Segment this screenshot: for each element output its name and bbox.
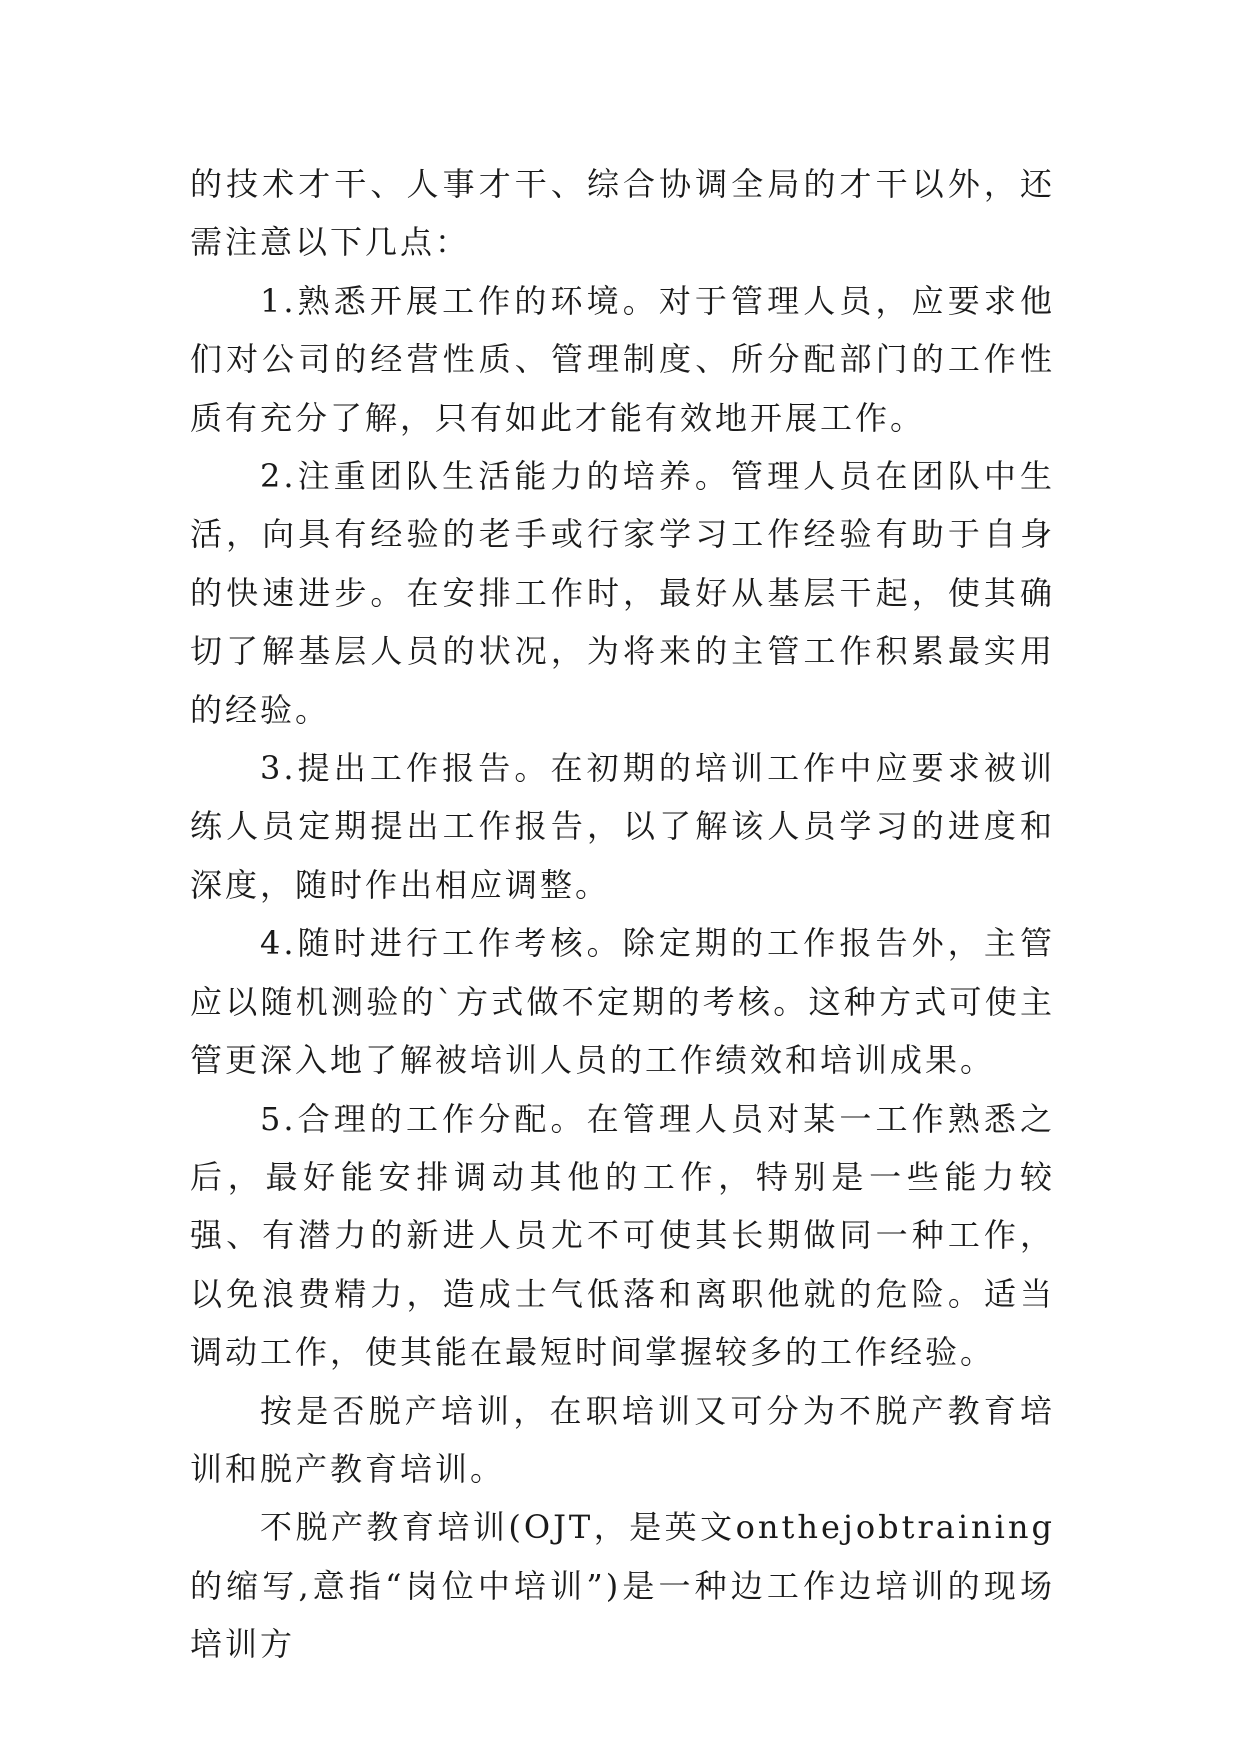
paragraph-intro-continuation: 的技术才干、人事才干、综合协调全局的才干以外，还需注意以下几点： — [190, 165, 1055, 262]
document-body — [190, 155, 1055, 1674]
paragraph-point-5: 5.合理的工作分配。在管理人员对某一工作熟悉之后，最好能安排调动其他的工作，特别是一些能力较强、有潜力的新进人员尤不可使其长期做同一种工作，以免浪费精力，造成士气低落和离职他就的危险。适当调动工作，使其能在最短时间掌握较多的工作经验。 — [190, 1099, 1055, 1372]
paragraph-point-1: 1.熟悉开展工作的环境。对于管理人员，应要求他们对公司的经营性质、管理制度、所分配部门的工作性质有充分了解，只有如此才能有效地开展工作。 — [190, 281, 1055, 437]
paragraph-point-2: 2.注重团队生活能力的培养。管理人员在团队中生活，向具有经验的老手或行家学习工作经验有助于自身的快速进步。在安排工作时，最好从基层干起，使其确切了解基层人员的状况，为将来的主管工作积累最实用的经验。 — [190, 457, 1055, 729]
paragraph-training-types: 按是否脱产培训，在职培训又可分为不脱产教育培训和脱产教育培训。 — [190, 1391, 1055, 1488]
paragraph-point-3: 3.提出工作报告。在初期的培训工作中应要求被训练人员定期提出工作报告，以了解该人员学习的进度和深度，随时作出相应调整。 — [190, 749, 1055, 904]
paragraph-point-4: 4.随时进行工作考核。除定期的工作报告外，主管应以随机测验的`方式做不定期的考核。这种方式可使主管更深入地了解被培训人员的工作绩效和培训成果。 — [190, 924, 1055, 1080]
paragraph-ojt-definition: 不脱产教育培训(OJT，是英文onthejobtraining的缩写,意指“岗位中培训”)是一种边工作边培训的现场培训方 — [190, 1508, 1055, 1664]
